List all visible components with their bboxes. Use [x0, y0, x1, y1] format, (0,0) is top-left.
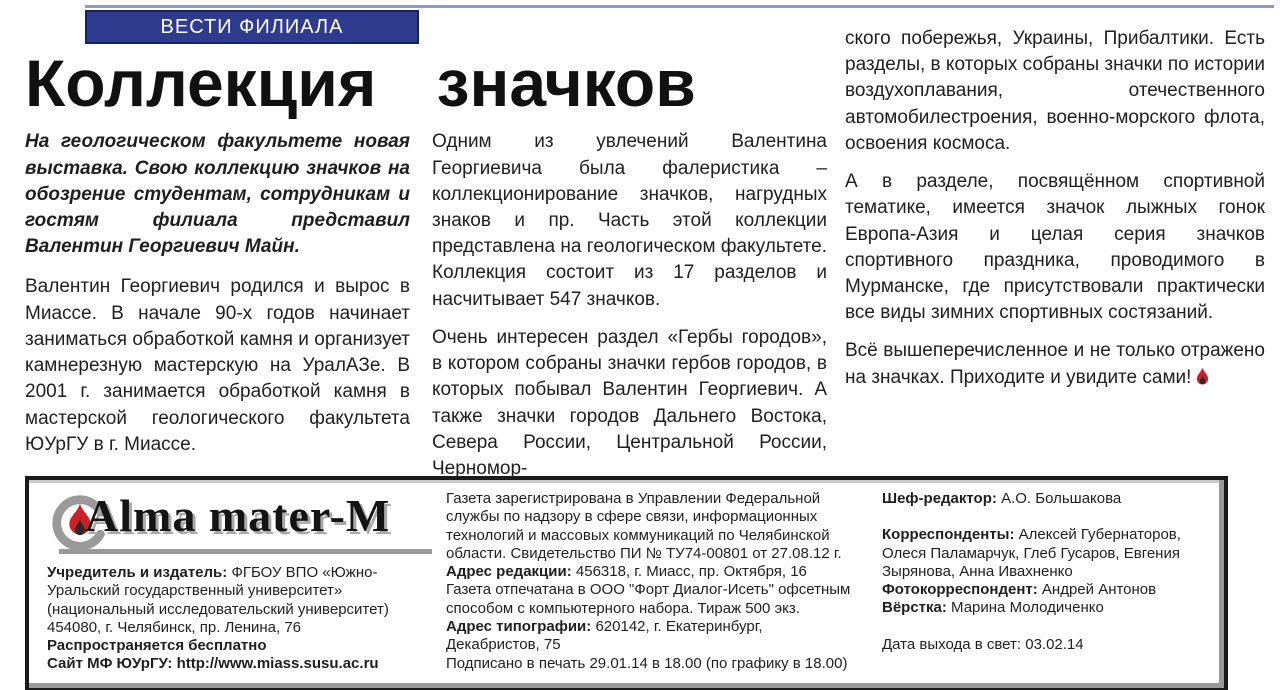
imprint-box — [25, 476, 1228, 690]
typography-address-label: Адрес типографии: — [446, 618, 592, 636]
release-date-line: Дата выхода в свет: 03.02.14 — [882, 635, 1084, 653]
printing-info: Газета отпечатана в ООО "Форт Диалог-Исеть" офсетным способом с компьютерного набора. Тираж 500 экз. — [446, 581, 851, 617]
signed-to-print-line: Подписано в печать 29.01.14 в 18.00 (по графику в 18.00) — [446, 654, 848, 672]
founder-text: ФГБОУ ВПО «Южно-Уральский государственный университет» (национальный исследовательский университет) — [47, 564, 389, 618]
edition-address-label: Адрес редакции: — [446, 563, 572, 581]
correspondents-label: Корреспонденты: — [882, 526, 1015, 544]
section-banner — [85, 10, 419, 44]
article-column-2 — [432, 129, 827, 494]
end-of-article-flame-icon — [1195, 367, 1210, 395]
correspondents-names: Алексей Губернаторов, Олеся Паламарчук, Глеб Гусаров, Евгения Зырянова, Анна Ивахненко — [882, 526, 1181, 580]
imprint-right-column — [872, 490, 1212, 674]
edition-address-line — [446, 563, 858, 581]
site-line — [47, 655, 432, 673]
logo-underline — [59, 549, 432, 554]
chief-editor-name: А.О. Большакова — [1001, 490, 1122, 507]
layout-name: Марина Молодиченко — [951, 599, 1104, 617]
spacer — [882, 618, 1212, 636]
edition-address-text: 456318, г. Миасс, пр. Октября, 16 — [575, 563, 807, 581]
article-lead: На геологическом факультете новая выставка. Свою коллекцию значков на обозрение студентам, сотрудникам и гостям филиала представил Валентин Георгиевич Майн. — [25, 131, 410, 258]
article-headline: Коллекция значков — [25, 46, 696, 120]
logo-wordmark: Alma mater-M — [85, 490, 391, 541]
photo-correspondent-name: Андрей Антонов — [1041, 581, 1157, 599]
imprint-left-column — [47, 490, 432, 674]
publisher-address: 454080, г. Челябинск, пр. Ленина, 76 — [47, 618, 302, 636]
article-paragraph: А в разделе, посвящённом спортивной тематике, имеется значок лыжных гонок Европа-Азия и целая серия значков спортивного праздника, проводимого в Мурманске, где присутствовали практически все виды зимних спортивных состязаний. — [845, 171, 1265, 324]
chief-editor-label: Шеф-редактор: — [882, 490, 997, 507]
article-paragraph: Очень интересен раздел «Гербы городов», в котором собраны значки гербов городов, в которых побывал Валентин Георгиевич. А также значки городов Дальнего Востока, Севера России, Центральной России, Черномор- — [432, 326, 827, 479]
correspondents-line — [882, 526, 1212, 581]
article-area — [0, 8, 1282, 479]
imprint-middle-column — [446, 490, 858, 674]
section-banner-label: ВЕСТИ ФИЛИАЛА — [160, 15, 344, 38]
article-column-1 — [25, 129, 410, 494]
free-distribution-line: Распространяется бесплатно — [47, 637, 267, 655]
layout-line — [882, 599, 1212, 617]
founder-line — [47, 564, 432, 619]
article-paragraph — [845, 338, 1265, 394]
layout-label: Вёрстка: — [882, 599, 947, 617]
site-url: http://www.miass.susu.ac.ru — [176, 655, 379, 673]
typography-address-text: 620142, г. Екатеринбург, Декабристов, 75 — [446, 618, 763, 654]
article-column-3 — [845, 8, 1265, 460]
article-left-zone — [25, 8, 827, 479]
typography-address-line — [446, 618, 858, 655]
registration-text: Газета зарегистрирована в Управлении Федеральной службы по надзору в сфере связи, информационных технологий и массовых коммуникаций по Челябинской области. Свидетельство ПИ № ТУ74-00801 от 27.08.12 г. — [446, 490, 842, 562]
photo-correspondent-line — [882, 581, 1212, 599]
article-paragraph: ского побережья, Украины, Прибалтики. Есть разделы, в которых собраны значки по истории воздухоплавания, отечественного автомобилестроения, военно-морского флота, освоения космоса. — [845, 28, 1265, 154]
article-columns-1-2 — [25, 129, 827, 494]
founder-label: Учредитель и издатель: — [47, 564, 228, 581]
site-label: Сайт МФ ЮУрГУ: — [47, 655, 173, 673]
article-closing-text: Всё вышеперечисленное и не только отражено на значках. Приходите и увидите сами! — [845, 340, 1265, 388]
spacer — [882, 508, 1212, 526]
chief-editor-line — [882, 490, 1212, 508]
photo-correspondent-label: Фотокорреспондент: — [882, 581, 1038, 599]
article-paragraph: Одним из увлечений Валентина Георгиевича была фалеристика – коллекционирование значков, нагрудных знаков и пр. Часть этой коллекции представлена на геологическом факультете. Коллекция состоит из 17 разделов и насчитывает 547 значков. — [432, 131, 827, 310]
newspaper-logo — [47, 492, 432, 556]
article-paragraph: Валентин Георгиевич родился и вырос в Миассе. В начале 90-х годов начинает заниматься обработкой камня и организует камнерезную мастерскую на УралАЗе. В 2001 г. занимается обработкой камня в мастерской геологического факультета ЮУрГУ в г. Миассе. — [25, 276, 410, 455]
